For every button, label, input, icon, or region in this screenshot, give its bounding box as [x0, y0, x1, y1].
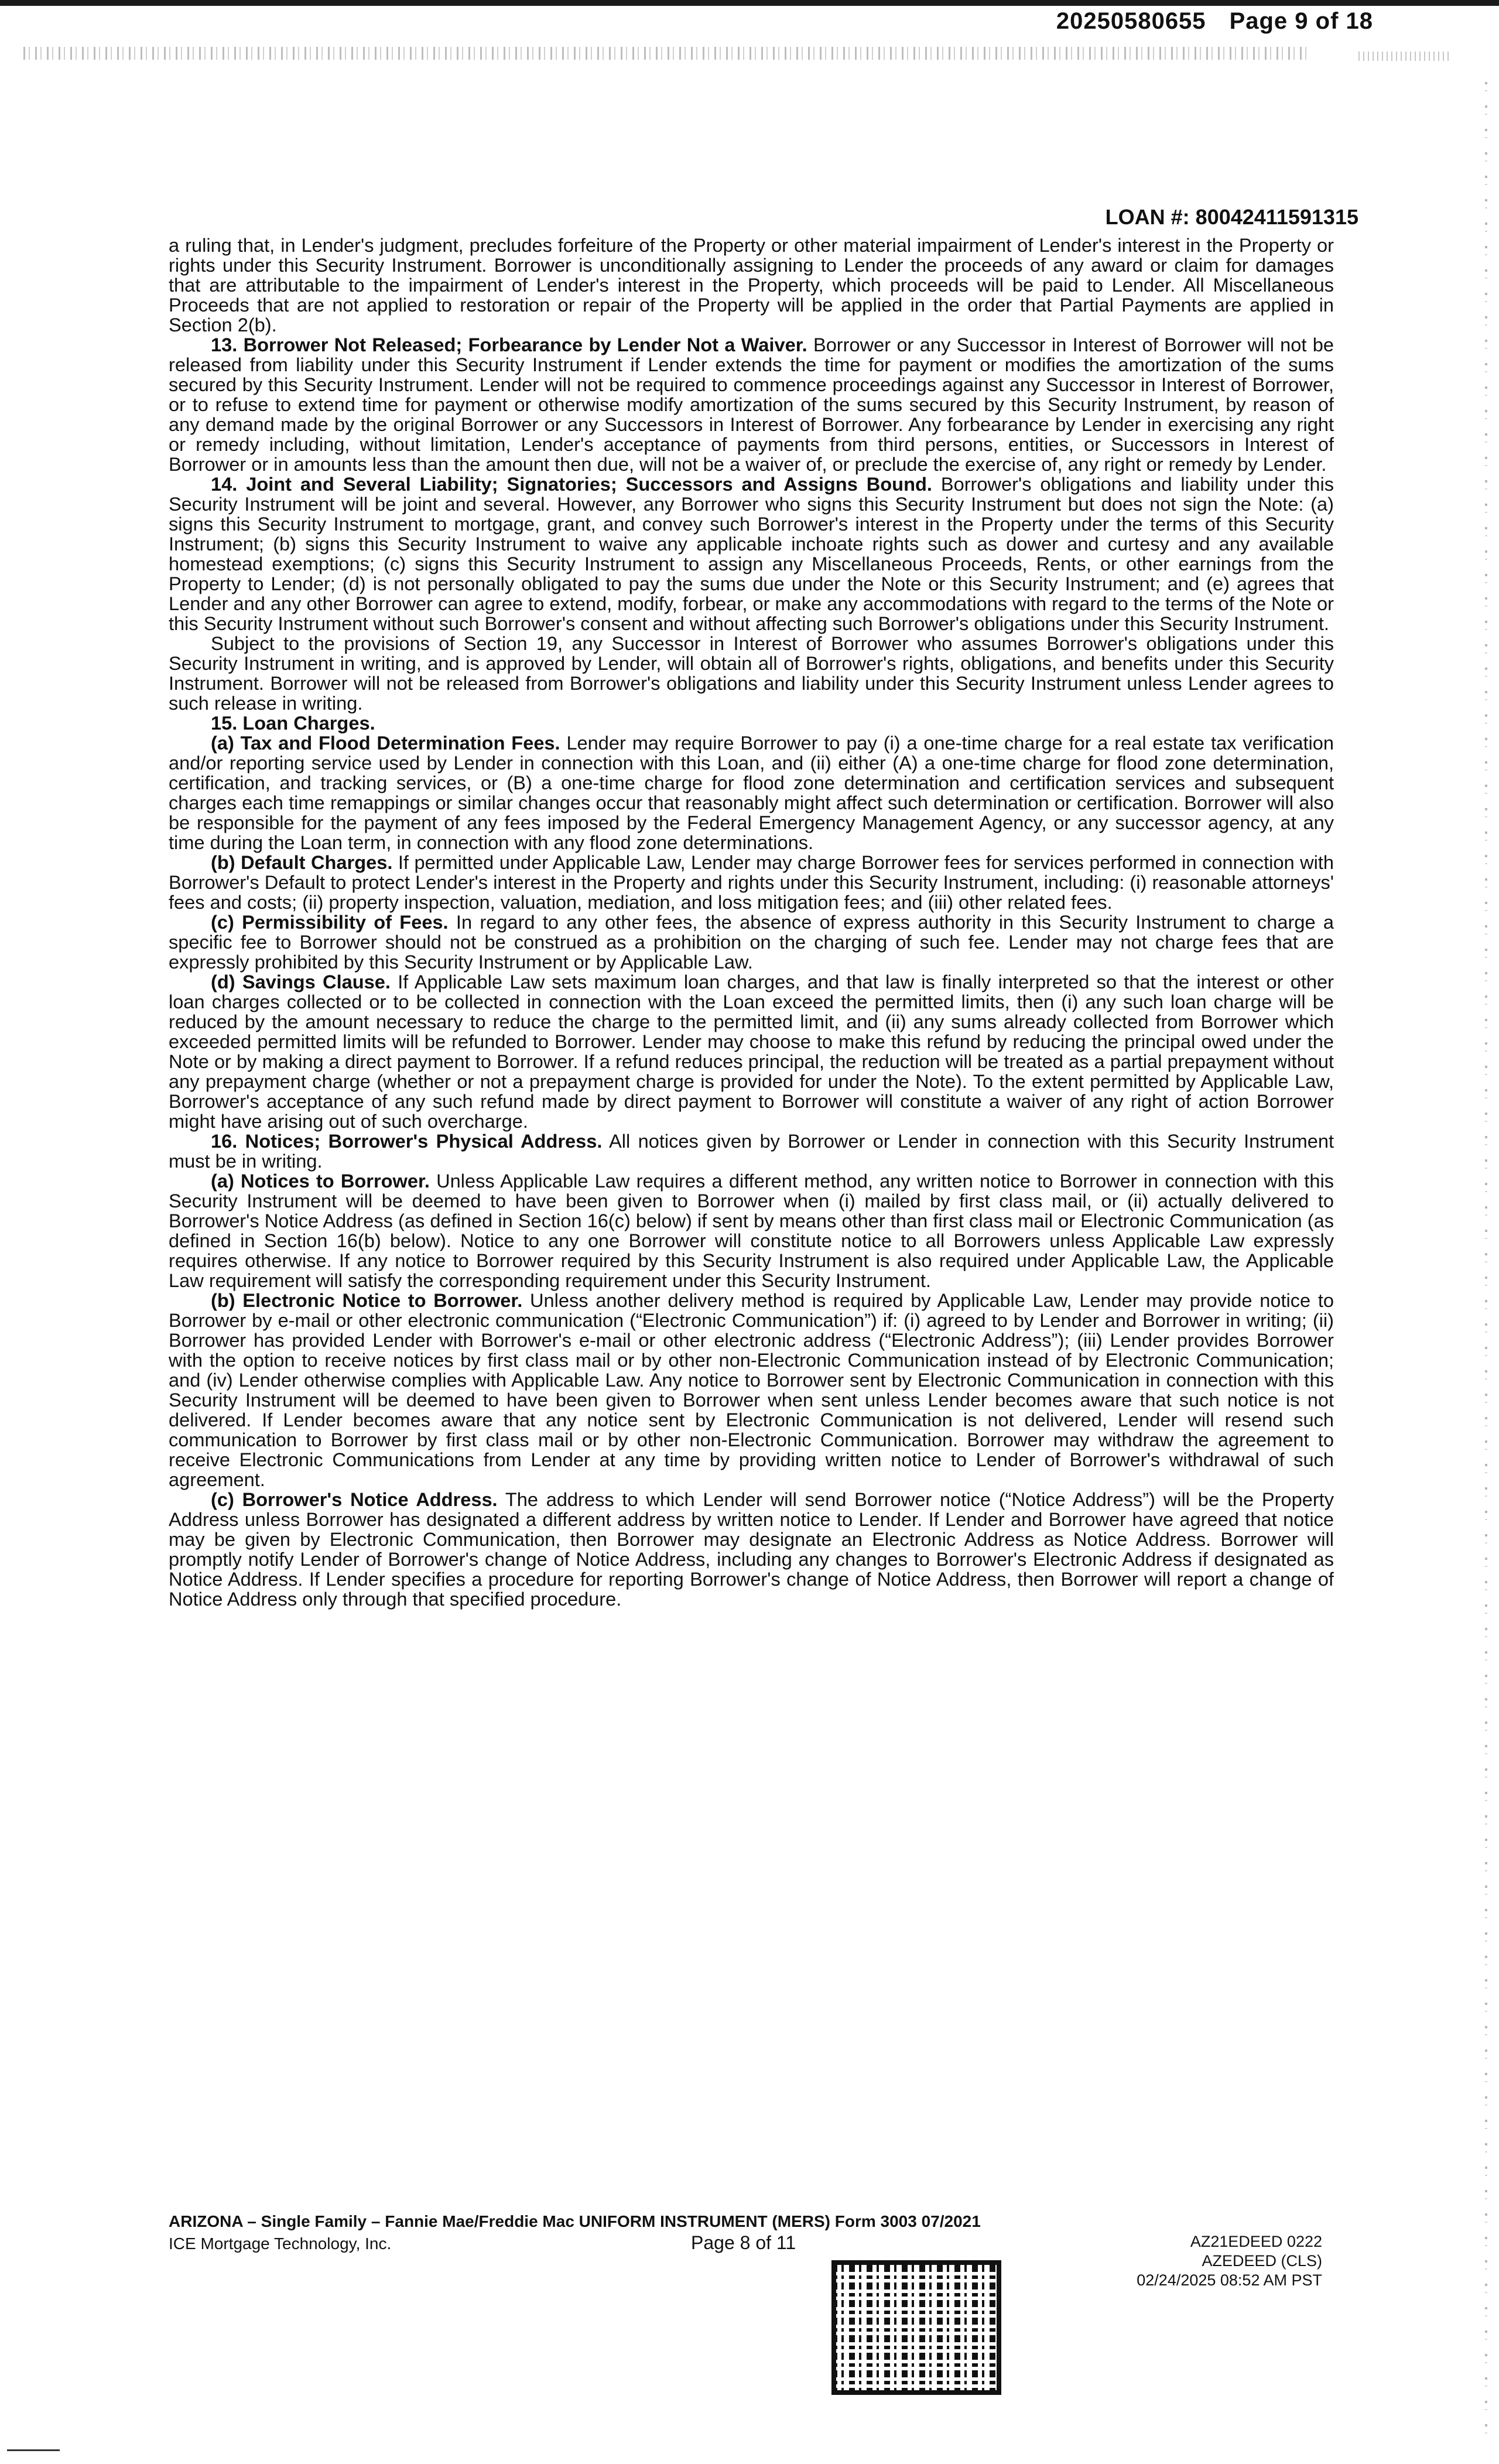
section-heading: (a) Notices to Borrower.	[211, 1170, 430, 1192]
section-heading: (a) Tax and Flood Determination Fees.	[211, 732, 560, 754]
section-13: 13. Borrower Not Released; Forbearance by Lender Not a Waiver. Borrower or any Successor in Interest of Borrower will not be released from liability under this Security Instrument if Lender extends the time for payment or modifies the amortization of the sums secured by this Security Instrument. Lender will not be required to commence proceedings against any Successor in Interest of Borrower, or to refuse to extend time for payment or otherwise modify amortization of the sums secured by this Security Instrument, by reason of any demand made by the original Borrower or any Successors in Interest of Borrower. Any forbearance by Lender in exercising any right or remedy including, without limitation, Lender's acceptance of payments from third persons, entities, or Successors in Interest of Borrower or in amounts less than the amount then due, will not be a waiver of, or preclude the exercise of, any right or remedy by Lender.	[169, 334, 1334, 475]
doc-code: AZ21EDEED 0222	[1190, 2233, 1322, 2250]
document-body	[169, 235, 1334, 1609]
section-16c: (c) Borrower's Notice Address. The address to which Lender will send Borrower notice (“Notice Address”) will be the Property Address unless Borrower has designated a different address by written notice to Lender. If Lender and Borrower have agreed that notice may be given by Electronic Communication, then Borrower may designate an Electronic Address as Notice Address. Borrower will promptly notify Lender of Borrower's change of Notice Address, including any changes to Borrower's Electronic Address if designated as Notice Address. If Lender specifies a procedure for reporting Borrower's change of Notice Address, then Borrower will report a change of Notice Address only through that specified procedure.	[169, 1488, 1334, 1610]
section-heading: (b) Electronic Notice to Borrower.	[211, 1289, 523, 1311]
section-15	[169, 713, 1334, 733]
footer-doc-codes	[1137, 2232, 1322, 2290]
doc-timestamp: 02/24/2025 08:52 AM PST	[1137, 2271, 1322, 2289]
company-name: ICE Mortgage Technology, Inc.	[169, 2234, 392, 2253]
scan-top-edge	[0, 0, 1499, 6]
page-number: Page 8 of 11	[691, 2232, 796, 2253]
section-15c: (c) Permissibility of Fees. In regard to any other fees, the absence of express authority in this Security Instrument to charge a specific fee to Borrower should not be construed as a prohibition on the charging of such fee. Lender may not charge fees that are expressly prohibited by this Security Instrument or by Applicable Law.	[169, 911, 1334, 973]
section-15d: (d) Savings Clause. If Applicable Law sets maximum loan charges, and that law is finally interpreted so that the interest or other loan charges collected or to be collected in connection with the Loan exceed the permitted limits, then (i) any such loan charge will be reduced by the amount necessary to reduce the charge to the permitted limit, and (ii) any sums already collected from Borrower which exceeded permitted limits will be refunded to Borrower. Lender may choose to make this refund by reducing the principal owed under the Note or by making a direct payment to Borrower. If a refund reduces principal, the reduction will be treated as a partial prepayment without any prepayment charge (whether or not a prepayment charge is provided for under the Note). To the extent permitted by Applicable Law, Borrower's acceptance of any such refund made by direct payment to Borrower will constitute a waiver of any right of action Borrower might have arising out of such overcharge.	[169, 971, 1334, 1132]
section-15b: (b) Default Charges. If permitted under Applicable Law, Lender may charge Borrower fees for services performed in connection with Borrower's Default to protect Lender's interest in the Property and rights under this Security Instrument, including: (i) reasonable attorneys' fees and costs; (ii) property inspection, valuation, mediation, and loss mitigation fees; and (iii) other related fees.	[169, 851, 1334, 913]
section-heading: 13. Borrower Not Released; Forbearance by Lender Not a Waiver.	[211, 334, 807, 355]
scan-artifact	[7, 2449, 60, 2451]
section-heading: (c) Borrower's Notice Address.	[211, 1488, 498, 1510]
section-heading: 14. Joint and Several Liability; Signatories; Successors and Assigns Bound.	[211, 473, 932, 495]
loan-number	[1106, 205, 1358, 230]
section-16: 16. Notices; Borrower's Physical Address. All notices given by Borrower or Lender in connection with this Security Instrument must be in writing.	[169, 1130, 1334, 1172]
section-16b: (b) Electronic Notice to Borrower. Unless another delivery method is required by Applicable Law, Lender may provide notice to Borrower by e-mail or other electronic communication (“Electronic Communication”) if: (i) agreed to by Lender and Borrower in writing; (ii) Borrower has provided Lender with Borrower's e-mail or other electronic address (“Electronic Address”); (iii) Lender provides Borrower with the option to receive notices by first class mail or by other non-Electronic Communication instead of by Electronic Communication; and (iv) Lender otherwise complies with Applicable Law. Any notice to Borrower sent by Electronic Communication in connection with this Security Instrument will be deemed to have been given to Borrower when sent unless Lender becomes aware that such notice is not delivered. If Lender becomes aware that any notice sent by Electronic Communication is not delivered, Lender will resend such communication to Borrower by first class mail or by other non-Electronic Communication. Borrower may withdraw the agreement to receive Electronic Communications from Lender at any time by providing written notice to Lender of Borrower's withdrawal of such agreement.	[169, 1289, 1334, 1490]
recording-stamp	[1056, 8, 1373, 35]
section-15a: (a) Tax and Flood Determination Fees. Lender may require Borrower to pay (i) a one-time charge for a real estate tax verification and/or reporting service used by Lender in connection with this Loan, and (ii) either (A) a one-time charge for flood zone determination, certification, and tracking services, or (B) a one-time charge for flood zone determination and certification services and subsequent charges each time remappings or similar changes occur that reasonably might affect such determination or certification. Borrower will also be responsible for the payment of any fees imposed by the Federal Emergency Management Agency, or any successor agency, at any time during the Loan term, in connection with any flood zone determinations.	[169, 732, 1334, 853]
scan-artifact	[1358, 52, 1452, 61]
form-line: ARIZONA – Single Family – Fannie Mae/Freddie Mac UNIFORM INSTRUMENT (MERS) Form 3003 07/2021	[169, 2212, 981, 2230]
section-heading: (b) Default Charges.	[211, 851, 393, 873]
section-16a: (a) Notices to Borrower. Unless Applicable Law requires a different method, any written notice to Borrower in connection with this Security Instrument will be deemed to have been given to Borrower when (i) mailed by first class mail, or (ii) actually delivered to Borrower's Notice Address (as defined in Section 16(c) below) if sent by means other than first class mail or Electronic Communication (as defined in Section 16(b) below). Notice to any one Borrower will constitute notice to all Borrowers unless Applicable Law expressly requires otherwise. If any notice to Borrower required by this Security Instrument is also required under Applicable Law, the Applicable Law requirement will satisfy the corresponding requirement under this Security Instrument.	[169, 1170, 1334, 1291]
section-heading: (c) Permissibility of Fees.	[211, 911, 449, 933]
loan-label: LOAN #:	[1105, 205, 1190, 229]
section-heading: (d) Savings Clause.	[211, 971, 391, 993]
recording-number: 20250580655	[1056, 8, 1206, 34]
barcode-frame	[831, 2260, 1001, 2395]
recording-page: Page 9 of 18	[1229, 8, 1373, 34]
loan-value: 80042411591315	[1195, 205, 1358, 229]
scan-right-edge	[1485, 82, 1487, 2436]
paragraph: Subject to the provisions of Section 19, any Successor in Interest of Borrower who assumes Borrower's obligations under this Security Instrument in writing, and is approved by Lender, will obtain all of Borrower's rights, obligations, and benefits under this Security Instrument. Borrower will not be released from Borrower's obligations and liability under this Security Instrument unless Lender agrees to such release in writing.	[169, 632, 1334, 714]
paragraph: a ruling that, in Lender's judgment, precludes forfeiture of the Property or other material impairment of Lender's interest in the Property or rights under this Security Instrument. Borrower is unconditionally assigning to Lender the proceeds of any award or claim for damages that are attributable to the impairment of Lender's interest in the Property, which proceeds will be paid to Lender. All Miscellaneous Proceeds that are not applied to restoration or repair of the Property will be applied in the order that Partial Payments are applied in Section 2(b).	[169, 234, 1334, 336]
section-14: 14. Joint and Several Liability; Signatories; Successors and Assigns Bound. Borrower's obligations and liability under this Security Instrument will be joint and several. However, any Borrower who signs this Security Instrument but does not sign the Note: (a) signs this Security Instrument to mortgage, grant, and convey such Borrower's interest in the Property under the terms of this Security Instrument; (b) signs this Security Instrument to waive any applicable inchoate rights such as dower and curtesy and any available homestead exemptions; (c) signs this Security Instrument to assign any Miscellaneous Proceeds, Rents, or other earnings from the Property to Lender; (d) is not personally obligated to pay the sums due under the Note or this Security Instrument; and (e) agrees that Lender and any other Borrower can agree to extend, modify, forbear, or make any accommodations with regard to the terms of the Note or this Security Instrument without such Borrower's consent and without affecting such Borrower's obligations under this Security Instrument.	[169, 473, 1334, 634]
doc-code-secondary: AZEDEED (CLS)	[1202, 2252, 1322, 2270]
scan-artifact	[23, 47, 1312, 60]
section-heading: 15. Loan Charges.	[211, 712, 375, 734]
footer-form-info	[169, 2210, 981, 2255]
section-heading: 16. Notices; Borrower's Physical Address.	[211, 1130, 603, 1152]
